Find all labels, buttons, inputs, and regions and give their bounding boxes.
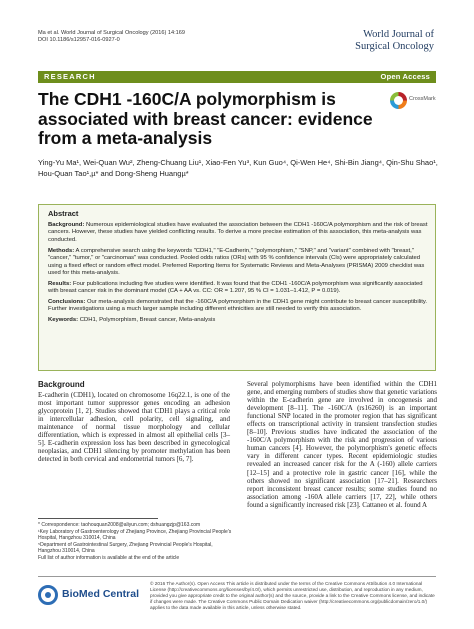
article-title: The CDH1 -160C/A polymorphism is associated with breast cancer: evidence from a meta-analysis <box>38 89 373 148</box>
abstract-background-text: Numerous epidemiological studies have evaluated the association between the CDH1 -160C/A polymorphism and the risk of breast cancers. However, these studies have yielded conflicting results. To derive a more precise estimation of this association, this meta-analysis was conducted. <box>48 222 428 243</box>
body-column-right <box>247 380 437 509</box>
abstract-results-text: Four publications including five studies were identified. It was found that the CDH1 -160C/A polymorphism was significantly associated with breast cancer risk in the dominant model (CA + AA vs. CC: OR = 1.207, 95 % CI = 1.031–1.412, P = 0.019). <box>48 280 423 295</box>
body-column-left <box>38 380 230 463</box>
doi-line[interactable]: DOI 10.1186/s12957-016-0927-0 <box>38 37 120 44</box>
section-band <box>38 71 436 83</box>
abstract-background-label: Background: <box>48 222 85 228</box>
biomed-central-icon-dot <box>45 592 51 598</box>
abstract-background <box>48 222 428 244</box>
abstract-results-label: Results: <box>48 280 72 287</box>
author-list: Ying-Yu Ma¹, Wei-Quan Wu², Zheng-Chuang Liu¹, Xiao-Fen Yu³, Kun Guo⁴, Qi-Wen He⁴, Shi-Bin Jiang⁴, Qin-Shu Shao¹, Hou-Quan Tao¹,µ* and Dong-Sheng Huangµ* <box>38 158 438 178</box>
journal-logo <box>355 29 434 53</box>
crossmark-label: CrossMark <box>409 96 436 102</box>
publisher-name: BioMed Central <box>62 588 140 600</box>
abstract-body <box>48 222 428 328</box>
abstract-methods-label: Methods: <box>48 247 75 254</box>
abstract-results <box>48 281 428 296</box>
footer-divider <box>38 576 436 577</box>
footnote-divider <box>38 518 158 519</box>
background-paragraph: E-cadherin (CDH1), located on chromosome 16q22.1, is one of the most important tumor suppressor genes encoding an adhesion glycoprotein [1, 2]. Studies showed that CDH1 plays a critical role in intercellular adhesion, cell polarity, cell signaling, and maintenance of normal tissue morphology and cellular differentiation, which is expressed in almost all epithelial cells [3–5]. E-cadherin expression loss has been described in gynecological neoplasias, and CDH1 silencing by promoter methylation has been detected in both cervical and endometrial tumors [6, 7]. <box>38 391 230 464</box>
background-heading: Background <box>38 380 85 389</box>
abstract-keywords-label: Keywords: <box>48 317 79 324</box>
abstract-conclusions <box>48 299 428 314</box>
footnotes <box>38 522 234 561</box>
abstract-conclusions-label: Conclusions: <box>48 298 86 305</box>
open-access-label: Open Access <box>380 72 430 81</box>
body-paragraph: Several polymorphisms have been identified within the CDH1 gene, and emerging numbers of studies show that genetic variations within the E-cadherin gene are involved in oncogenesis and development [8–11]. The -160C/A (rs16260) is an important functional SNP located in the promoter region that has significant effects on transcriptional activity in transient transfection studies [8–10]. Previous studies have indicated the association of the -160C/A polymorphism with the risk and progression of various human cancers [4]. However, the polymorphism's genetic effects vary in different cancer types. Recent epidemiologic studies revealed an increased cancer risk for the A (-160) allele carriers [12–15] and a protective role in gastric cancer [16], while the others showed no significant association [17–21]. Researchers report inconsistent breast cancer results; some studies found no association among -160A allele carriers [17, 22], while others found a significantly increased risk [23]. Cattaneo et al. found A <box>247 380 437 509</box>
citation-header <box>38 30 185 44</box>
author-info-note: Full list of author information is available at the end of the article <box>38 554 180 561</box>
affiliation-footnote-1: ¹Key Laboratory of Gastroenterology of Zhejiang Province, Zhejiang Provincial People's Hospital, Hangzhou 310014, China <box>38 528 232 541</box>
abstract-heading: Abstract <box>48 209 79 218</box>
abstract-methods-text: A comprehensive search using the keywords "CDH1," "E-Cadherin," "polymorphism," "SNP," and "variant" combined with "breast," "cancer," "tumor," or "carcinomas" was conducted. Pooled odds ratios (ORs) with 95 % confidence intervals (CIs) were appropriately calculated using a fixed effect or random effect model. Preferred Reporting Items for Systematic Reviews and Meta-Analyses (PRISMA) 2009 checklist was used for this meta-analysis. <box>48 247 425 277</box>
correspondence-footnote: * Correspondence: taohouquan2008@aliyun.com; dshuangzjp@163.com <box>38 522 201 528</box>
crossmark-icon-center <box>394 96 403 105</box>
journal-name-line2: Surgical Oncology <box>355 41 434 52</box>
publisher-logo <box>38 583 146 607</box>
abstract-conclusions-text: Our meta-analysis demonstrated that the -160C/A polymorphism in the CDH1 gene might contribute to breast cancer susceptibility. Further investigations using a much larger sample including different ethnicities are still needed to verify this association. <box>48 298 428 313</box>
citation-line: Ma et al. World Journal of Surgical Oncology (2016) 14:169 <box>38 30 185 36</box>
affiliation-footnote-5: ⁵Department of Gastrointestinal Surgery, Zhejiang Provincial People's Hospital, Hangzhou 310014, China <box>38 541 213 554</box>
crossmark-badge[interactable] <box>390 92 436 112</box>
license-text: © 2016 The Author(s). Open Access This article is distributed under the terms of the Creative Commons Attribution 4.0 International License (http://creativecommons.org/licenses/by/4.0/), which permits unrestricted use, distribution, and reproduction in any medium, provided you give appropriate credit to the original author(s) and the source, provide a link to the Creative Commons license, and indicate if changes were made. The Creative Commons Public Domain Dedication waiver (http://creativecommons.org/publicdomain/zero/1.0/) applies to the data made available in this article, unless otherwise stated. <box>150 581 435 611</box>
journal-name-line1: World Journal of <box>363 29 434 40</box>
abstract-keywords-text: CDH1, Polymorphism, Breast cancer, Meta-analysis <box>78 317 216 324</box>
abstract-methods <box>48 248 428 278</box>
abstract-box <box>38 204 436 371</box>
abstract-keywords <box>48 317 428 324</box>
section-label: RESEARCH <box>44 72 96 81</box>
